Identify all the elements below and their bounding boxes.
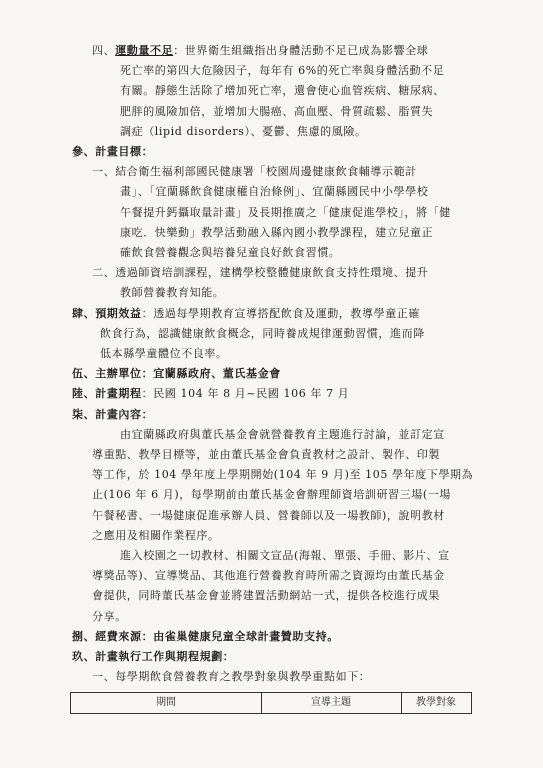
schedule-table-header — [70, 692, 472, 714]
period-value: ：民國 104 年 8 月~民國 106 年 7 月 — [141, 387, 350, 401]
goals-item2-line-2: 教師營養教育知能。 — [120, 286, 225, 300]
schedule-heading: 玖、計畫執行工作與期程規劃： — [72, 650, 235, 663]
period-label: 陸、計畫期程 — [72, 387, 142, 401]
table-column-divider — [261, 693, 262, 713]
content-para1-line-1: 由宜蘭縣政府與董氏基金會就營養教育主題進行討論，並訂定宣 — [120, 427, 445, 441]
table-header-audience: 教學對象 — [416, 697, 456, 709]
content-para2-line-1: 進入校園之一切教材、相關文宣品(海報、單張、手冊、影片、宣 — [120, 549, 450, 562]
goals-heading: 參、計畫目標： — [72, 145, 154, 158]
sec4-line-4: 調症（lipid disorders）、憂鬱、焦慮的風險。 — [120, 124, 367, 138]
content-para2-line-2: 導獎品等)、宣導獎品、其他進行營養教育時所需之資源均由董氏基金 — [92, 569, 445, 583]
sec4-line-3: 肥胖的風險加倍，並增加大腸癌、高血壓、骨質疏鬆、脂質失 — [120, 104, 434, 118]
content-para2-line-3: 會提供，同時董氏基金會並將建置活動網站一式，提供各校進行成果 — [92, 589, 440, 603]
schedule-subitem: 一、每學期飲食營養教育之教學對象與教學重點如下： — [92, 670, 371, 684]
sec4-item-number: 四、 — [92, 44, 116, 57]
organizer-line: 伍、主辦單位：宜蘭縣政府、董氏基金會 — [72, 367, 281, 381]
table-header-period: 期間 — [156, 697, 176, 709]
benefit-first-line — [72, 307, 420, 321]
goals-item1-line-3: 午餐提升鈣攝取量計畫」及長期推廣之「健康促進學校」，將「健 — [120, 205, 451, 219]
content-para1-line-2: 導重點、教學目標等，並由董氏基金會負責教材之設計、製作、印製 — [92, 448, 440, 461]
funding-line: 捌、經費來源：由雀巢健康兒童全球計畫贊助支持。 — [72, 629, 339, 643]
sec4-item-text: ：世界衛生組織指出身體活動不足已成為影響全球 — [173, 44, 429, 57]
sec4-line-2: 有關。靜態生活除了增加死亡率，還會使心血管疾病、糖尿病、 — [120, 84, 445, 98]
goals-item1-line-2: 畫」、「宜蘭縣飲食健康權自治條例」、宜蘭縣國民中小學學校 — [120, 185, 429, 199]
table-column-divider — [401, 693, 402, 713]
content-para1-line-6: 之應用及相關作業程序。 — [92, 528, 220, 542]
goals-item1-line-1: 一、結合衛生福利部國民健康署「校園周邊健康飲食輔導示範計 — [92, 165, 417, 179]
goals-item2-line-1: 二、透過師資培訓課程，建構學校整體健康飲食支持性環境、提升 — [92, 266, 429, 280]
content-para1-line-5: 午餐秘書、一場健康促進承辦人員、營養師以及一場教師)，說明教材 — [92, 508, 445, 522]
content-para1-line-4: 止(106 年 6 月)，每學期前由董氏基金會辦理師資培訓研習三場(一場 — [92, 488, 451, 502]
table-header-topic: 宣導主題 — [311, 697, 351, 709]
benefit-line-2: 飲食行為，認識健康飲食概念，同時養成規律運動習慣，進而降 — [100, 326, 425, 340]
content-para2-line-4: 分享。 — [92, 609, 127, 623]
benefit-label: 肆、預期效益 — [72, 306, 142, 320]
content-heading: 柒、計畫內容： — [72, 407, 154, 421]
sec4-line-1: 死亡率的第四大危險因子，每年有 6%的死亡率與身體活動不足 — [120, 64, 445, 78]
sec4-first-line — [92, 44, 428, 58]
sec4-item-title: 運動量不足 — [115, 44, 174, 57]
goals-item1-line-4: 康吃．快樂動」教學活動融入縣內國小教學課程，建立兒童正 — [120, 225, 434, 239]
benefit-line-3: 低本縣學童體位不良率。 — [100, 347, 228, 360]
period-line — [72, 387, 349, 401]
content-para1-line-3: 等工作，於 104 學年度上學期開始(104 年 9 月)至 105 學年度下學期為 — [92, 468, 474, 482]
goals-item1-line-5: 確飲食營養觀念與培養兒童良好飲食習慣。 — [120, 246, 341, 259]
benefit-text-1: ：透過每學期教育宣導搭配飲食及運動，教導學童正確 — [141, 306, 421, 320]
